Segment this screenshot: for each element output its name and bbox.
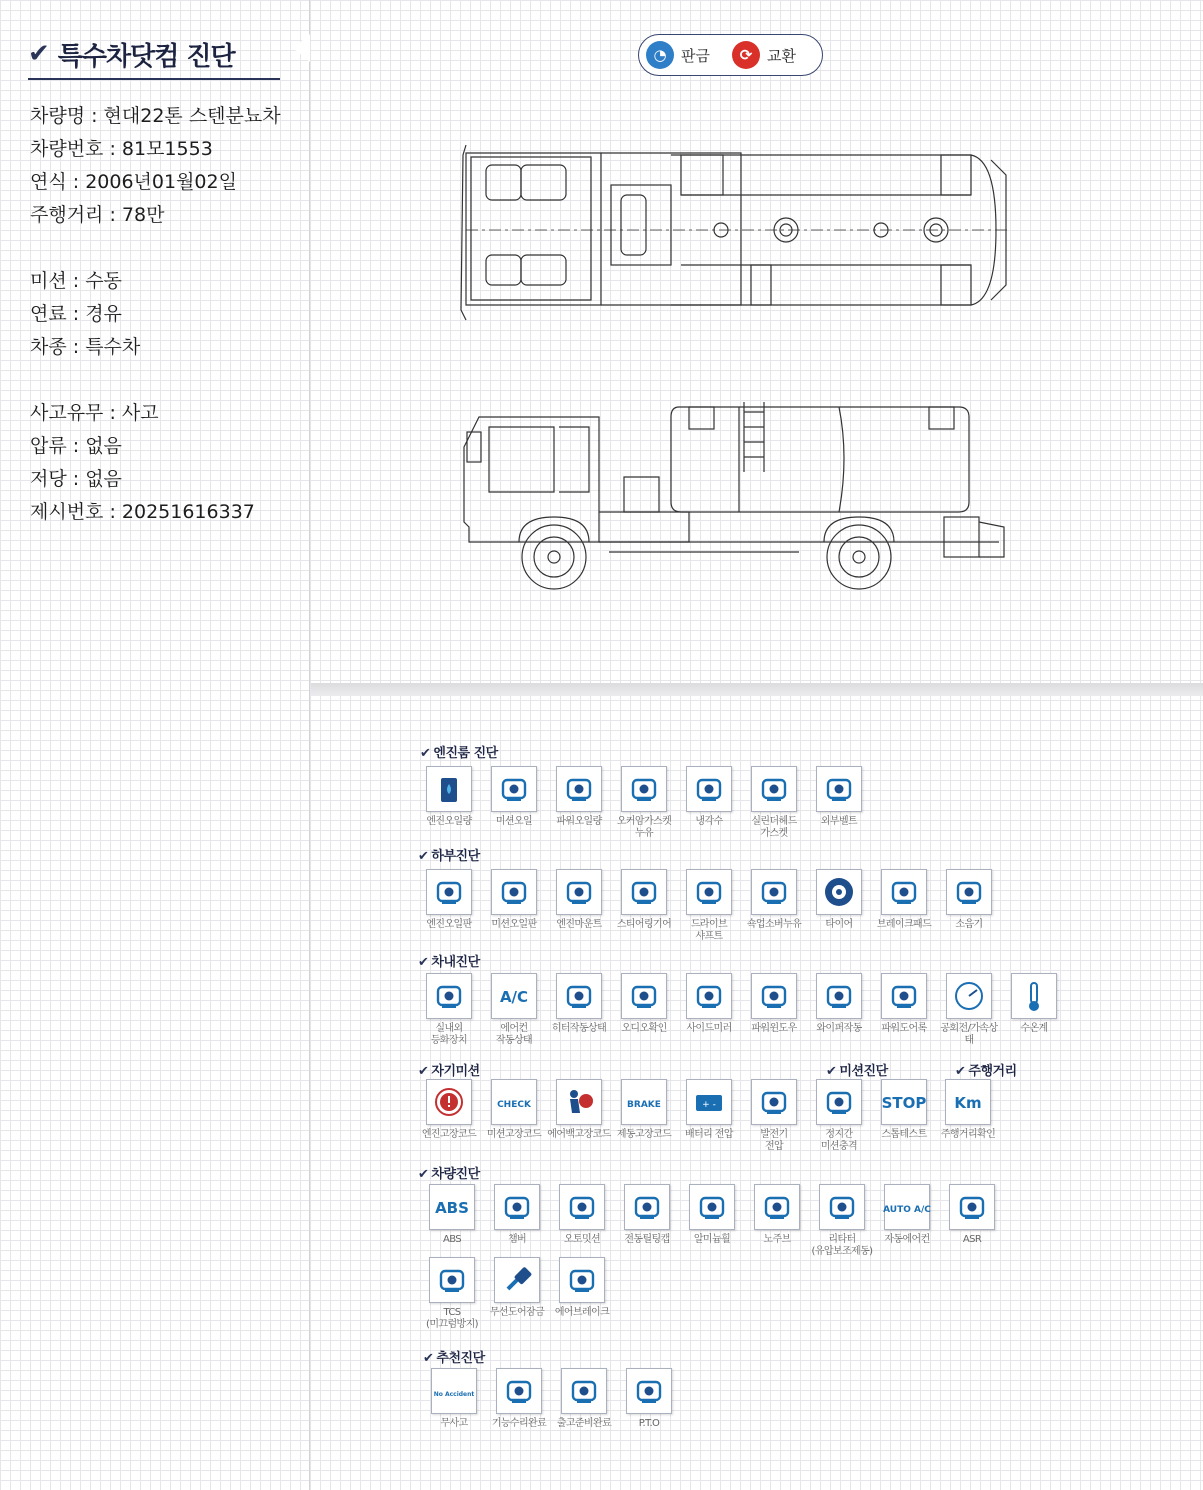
diagnostic-item-label: 브레이크패드 bbox=[876, 919, 932, 930]
diagnostic-item[interactable] bbox=[550, 1257, 614, 1319]
checkmark-icon: ✔ bbox=[418, 1064, 429, 1079]
engine-warning-icon bbox=[426, 1079, 472, 1125]
diagnostic-item[interactable] bbox=[485, 1184, 549, 1246]
checkmark-icon: ✔ bbox=[420, 746, 431, 761]
section-title bbox=[423, 1347, 485, 1366]
shock-absorber-icon bbox=[751, 869, 797, 915]
info-row: 차량명 : 현대22톤 스텐분뇨차 bbox=[30, 105, 281, 127]
diagnostic-item-label: 발전기 전압 bbox=[760, 1129, 788, 1152]
diagnostic-item-label: 자동에어컨 bbox=[884, 1234, 930, 1245]
diagnostic-item[interactable] bbox=[547, 1079, 611, 1141]
steering-drop-icon bbox=[556, 766, 602, 812]
diagnostic-item[interactable] bbox=[872, 1079, 936, 1141]
checkmark-icon: ✔ bbox=[28, 39, 50, 69]
diagnostic-item[interactable] bbox=[612, 869, 676, 931]
diagnostic-item[interactable] bbox=[547, 869, 611, 931]
heater-icon bbox=[556, 973, 602, 1019]
svg-text:No Accident: No Accident bbox=[433, 1391, 475, 1398]
diagnostic-item[interactable] bbox=[547, 766, 611, 828]
diagnostic-item-label: 에어백고장코드 bbox=[547, 1129, 611, 1140]
headlight-icon bbox=[426, 973, 472, 1019]
checkmark-icon: ✔ bbox=[955, 1064, 966, 1079]
muffler-icon bbox=[946, 869, 992, 915]
auto-ac-icon bbox=[884, 1184, 930, 1230]
diagnostic-item-label: 엔진고장코드 bbox=[421, 1129, 477, 1140]
diagnostic-item-label: 외부벨트 bbox=[820, 816, 858, 827]
repair-done-icon bbox=[496, 1368, 542, 1414]
info-row: 사고유무 : 사고 bbox=[30, 402, 159, 424]
drive-shaft-icon bbox=[686, 869, 732, 915]
diagnostic-item-label: 무사고 bbox=[440, 1418, 468, 1429]
diagnostic-item[interactable] bbox=[872, 973, 936, 1035]
info-gap bbox=[30, 364, 281, 397]
diagnostic-item-label: 타이어 bbox=[825, 919, 853, 930]
page-title: ✔ 특수차닷컴 진단 bbox=[28, 30, 280, 80]
damage-legend bbox=[638, 34, 823, 76]
exchange-icon: ⟳ bbox=[732, 41, 760, 69]
retarder-icon bbox=[819, 1184, 865, 1230]
diagnostic-item[interactable] bbox=[807, 973, 871, 1035]
no-accident-icon bbox=[431, 1368, 477, 1414]
power-window-icon bbox=[751, 973, 797, 1019]
pto-icon bbox=[626, 1368, 672, 1414]
info-row: 미션 : 수동 bbox=[30, 270, 122, 292]
diagnostic-item[interactable] bbox=[417, 973, 481, 1047]
section-title bbox=[955, 1060, 1017, 1079]
diagnostic-item[interactable] bbox=[677, 766, 741, 828]
headlamp-car-icon bbox=[754, 1184, 800, 1230]
section-title-text: 차내진단 bbox=[431, 955, 480, 970]
diagnostic-item-label: 드라이브 샤프트 bbox=[690, 919, 728, 942]
diagnostic-item[interactable] bbox=[420, 1257, 484, 1331]
gauge-icon bbox=[946, 973, 992, 1019]
section-title-text: 자기미션 bbox=[431, 1064, 480, 1079]
wiper-icon bbox=[816, 973, 862, 1019]
section-title-text: 미션진단 bbox=[839, 1064, 888, 1079]
diagnostic-item[interactable] bbox=[742, 869, 806, 931]
diagnostic-item-label: 엔진오일판 bbox=[426, 919, 472, 930]
info-gap bbox=[30, 232, 281, 265]
info-row: 연식 : 2006년01월02일 bbox=[30, 171, 237, 193]
check-engine-icon bbox=[491, 1079, 537, 1125]
vehicle-info-list bbox=[30, 100, 281, 529]
diagnostic-item[interactable] bbox=[677, 1079, 741, 1141]
diagnostic-item[interactable] bbox=[482, 869, 546, 931]
diagnostic-item-label: 제동고장코드 bbox=[616, 1129, 672, 1140]
diagnostic-item[interactable] bbox=[420, 1184, 484, 1246]
diagnostic-item-label: 수온계 bbox=[1020, 1023, 1048, 1034]
section-title bbox=[826, 1060, 888, 1079]
info-row: 제시번호 : 20251616337 bbox=[30, 501, 255, 523]
generator-icon bbox=[751, 1079, 797, 1125]
diagnostic-item[interactable] bbox=[936, 1079, 1000, 1141]
diagnostic-item-label: 와이퍼작동 bbox=[816, 1023, 862, 1034]
svg-text:CHECK: CHECK bbox=[497, 1100, 531, 1110]
thermometer-wave-icon bbox=[491, 766, 537, 812]
diagnostic-item[interactable] bbox=[677, 973, 741, 1035]
tab-notch bbox=[293, 34, 310, 62]
diagnostic-item-label: 오토밋션 bbox=[563, 1234, 601, 1245]
diagnostic-item-label: ASR bbox=[962, 1234, 982, 1245]
diagnostic-item-label: 전동틸팅캡 bbox=[624, 1234, 670, 1245]
airbag-icon bbox=[556, 1079, 602, 1125]
oil-can-icon bbox=[426, 766, 472, 812]
gasket-icon bbox=[621, 766, 667, 812]
diagnostic-item[interactable] bbox=[937, 869, 1001, 931]
diagnostic-item[interactable] bbox=[482, 766, 546, 828]
diagnostic-item[interactable] bbox=[745, 1184, 809, 1246]
oil-pan-icon bbox=[426, 869, 472, 915]
svg-text:AUTO A/C: AUTO A/C bbox=[883, 1205, 931, 1215]
diagnostic-item[interactable] bbox=[872, 869, 936, 931]
diagnostic-item[interactable] bbox=[422, 1368, 486, 1430]
info-row: 주행거리 : 78만 bbox=[30, 204, 165, 226]
section-title bbox=[418, 951, 480, 970]
diagnostic-item-label: 챔버 bbox=[507, 1234, 527, 1245]
alloy-wheel-icon bbox=[689, 1184, 735, 1230]
diagnostic-item-label: 쇽업소버누유 bbox=[746, 919, 802, 930]
axle-icon bbox=[816, 1079, 862, 1125]
diagnostic-item[interactable] bbox=[550, 1184, 614, 1246]
side-mirror-icon bbox=[686, 973, 732, 1019]
legend-item-exchange: ⟳ 교환 bbox=[732, 41, 796, 69]
diagnostic-item-label: 파워오일량 bbox=[556, 816, 602, 827]
diagnostic-item-label: 알미늄휠 bbox=[693, 1234, 731, 1245]
engine-mount-icon bbox=[556, 869, 602, 915]
svg-text:Km: Km bbox=[954, 1094, 982, 1112]
checkmark-icon: ✔ bbox=[423, 1351, 434, 1366]
diagnostic-item-label: 실내외 등화장치 bbox=[430, 1023, 468, 1046]
checkmark-icon: ✔ bbox=[418, 1167, 429, 1182]
cylinder-head-icon bbox=[751, 766, 797, 812]
diagnostic-item-label: 실린더헤드 가스켓 bbox=[751, 816, 797, 839]
diagnostic-item[interactable] bbox=[742, 1079, 806, 1153]
diagnostic-item-label: 주행거리확인 bbox=[940, 1129, 996, 1140]
battery-icon bbox=[686, 1079, 732, 1125]
diagnostic-item-label: TCS (미끄럼방지) bbox=[426, 1307, 478, 1330]
belt-icon bbox=[816, 766, 862, 812]
brake-pad-icon bbox=[881, 869, 927, 915]
diagnostic-item[interactable] bbox=[807, 1079, 871, 1153]
diagnostic-item-label: 오커암가스켓 누유 bbox=[616, 816, 672, 839]
steering-gear-icon bbox=[621, 869, 667, 915]
diagnostic-item[interactable] bbox=[680, 1184, 744, 1246]
svg-text:BRAKE: BRAKE bbox=[627, 1100, 661, 1110]
diagnostic-item-label: 배터리 전압 bbox=[685, 1129, 733, 1140]
tcs-icon bbox=[429, 1257, 475, 1303]
door-lock-icon bbox=[881, 973, 927, 1019]
diagnostic-item[interactable] bbox=[937, 973, 1001, 1047]
diagnostic-item[interactable] bbox=[552, 1368, 616, 1430]
diagnostic-item[interactable] bbox=[417, 766, 481, 828]
svg-text:A/C: A/C bbox=[499, 988, 529, 1006]
info-row: 차량번호 : 81모1553 bbox=[30, 138, 213, 160]
diagnostic-item-label: 공회전/가속상태 bbox=[940, 1023, 998, 1046]
svg-text:STOP: STOP bbox=[881, 1094, 927, 1112]
section-divider bbox=[311, 683, 1203, 696]
info-row: 저당 : 없음 bbox=[30, 468, 122, 490]
truck-top-view-diagram bbox=[451, 135, 1021, 325]
svg-text:+ -: + - bbox=[702, 1100, 716, 1110]
diagnostic-item-label: 정지간 미션충격 bbox=[820, 1129, 858, 1152]
diagnostic-item-label: 미션오일 bbox=[495, 816, 533, 827]
diagnostic-item-label: 스티어링기어 bbox=[616, 919, 672, 930]
transmission-pan-icon bbox=[491, 869, 537, 915]
diagnostic-item[interactable] bbox=[742, 973, 806, 1035]
diagnostic-item-label: 출고준비완료 bbox=[556, 1418, 612, 1429]
brake-warning-icon bbox=[621, 1079, 667, 1125]
vehicle-info-panel bbox=[0, 0, 310, 1490]
diagnostic-item-label: 냉각수 bbox=[695, 816, 723, 827]
diagnostic-item-label: 파워도어록 bbox=[881, 1023, 927, 1034]
diagnostic-item[interactable] bbox=[807, 766, 871, 828]
remote-key-icon bbox=[494, 1257, 540, 1303]
diagnostic-item[interactable] bbox=[487, 1368, 551, 1430]
section-title bbox=[418, 845, 480, 864]
diagnostic-item-label: P.T.O bbox=[638, 1418, 660, 1429]
diagnostic-item-label: 에어브레이크 bbox=[554, 1307, 610, 1318]
abs-icon bbox=[429, 1184, 475, 1230]
tire-icon bbox=[816, 869, 862, 915]
diagnostic-item-label: 기능수리완료 bbox=[491, 1418, 547, 1429]
diagnostic-item-label: 소음기 bbox=[955, 919, 983, 930]
tilting-cab-icon bbox=[624, 1184, 670, 1230]
info-row: 압류 : 없음 bbox=[30, 435, 122, 457]
vehicle-diagram-area bbox=[311, 0, 1203, 683]
section-title-text: 주행거리 bbox=[968, 1064, 1017, 1079]
diagnostic-item[interactable] bbox=[875, 1184, 939, 1246]
svg-text:ABS: ABS bbox=[435, 1199, 469, 1217]
section-title-text: 엔진룸 진단 bbox=[433, 746, 498, 761]
diagnostic-item-label: 미션오일판 bbox=[491, 919, 537, 930]
legend-item-paint: ◔ 판금 bbox=[646, 41, 710, 69]
release-ready-icon bbox=[561, 1368, 607, 1414]
truck-side-view-diagram bbox=[459, 392, 1009, 602]
diagnostic-item-label: 에어컨 작동상태 bbox=[495, 1023, 533, 1046]
ac-icon bbox=[491, 973, 537, 1019]
diagnostic-item[interactable] bbox=[547, 973, 611, 1035]
diagnostic-item[interactable] bbox=[615, 1184, 679, 1246]
diagnostic-item-label: 파워윈도우 bbox=[751, 1023, 797, 1034]
diagnostic-item[interactable] bbox=[612, 766, 676, 840]
section-title-text: 차량진단 bbox=[431, 1167, 480, 1182]
diagnostic-item-label: 스톱테스트 bbox=[881, 1129, 927, 1140]
diagnostic-item-label: 무선도어잠금 bbox=[489, 1307, 545, 1318]
diagnostic-item[interactable] bbox=[810, 1184, 874, 1258]
diagnostic-item-label: ABS bbox=[442, 1234, 462, 1245]
diagnostic-item[interactable] bbox=[417, 869, 481, 931]
info-row: 연료 : 경유 bbox=[30, 303, 122, 325]
checkmark-icon: ✔ bbox=[418, 849, 429, 864]
coolant-icon bbox=[686, 766, 732, 812]
diagnostic-item[interactable] bbox=[612, 973, 676, 1035]
checkmark-icon: ✔ bbox=[826, 1064, 837, 1079]
diagnostic-item-label: 노주브 bbox=[763, 1234, 791, 1245]
air-brake-icon bbox=[559, 1257, 605, 1303]
km-icon bbox=[945, 1079, 991, 1125]
audio-icon bbox=[621, 973, 667, 1019]
diagnostic-item-label: 미션고장코드 bbox=[486, 1129, 542, 1140]
diagnostic-item-label: 엔진마운트 bbox=[556, 919, 602, 930]
diagnostic-item-label: 오디오확인 bbox=[621, 1023, 667, 1034]
diagnostic-item[interactable] bbox=[482, 1079, 546, 1141]
diagnostic-item[interactable] bbox=[485, 1257, 549, 1319]
chamber-icon bbox=[494, 1184, 540, 1230]
diagnostic-item[interactable] bbox=[677, 869, 741, 943]
paint-icon: ◔ bbox=[646, 41, 674, 69]
diagnostic-item-label: 사이드미러 bbox=[686, 1023, 732, 1034]
diagnostic-item[interactable] bbox=[482, 973, 546, 1047]
stop-car-icon bbox=[881, 1079, 927, 1125]
section-title-text: 추천진단 bbox=[436, 1351, 485, 1366]
temperature-icon bbox=[1011, 973, 1057, 1019]
section-title bbox=[418, 1163, 480, 1182]
diagnostic-item[interactable] bbox=[617, 1368, 681, 1430]
diagnostic-item[interactable] bbox=[612, 1079, 676, 1141]
diagnostic-item[interactable] bbox=[1002, 973, 1066, 1035]
diagnostic-item-label: 엔진오일량 bbox=[426, 816, 472, 827]
diagnostic-item[interactable] bbox=[417, 1079, 481, 1141]
diagnostic-item-label: 히터작동상태 bbox=[551, 1023, 607, 1034]
diagnostic-item[interactable] bbox=[940, 1184, 1004, 1246]
section-title bbox=[420, 742, 498, 761]
diagnostic-item[interactable] bbox=[742, 766, 806, 840]
auto-transmission-icon bbox=[559, 1184, 605, 1230]
checkmark-icon: ✔ bbox=[418, 955, 429, 970]
section-title bbox=[418, 1060, 480, 1079]
section-title-text: 하부진단 bbox=[431, 849, 480, 864]
asr-icon bbox=[949, 1184, 995, 1230]
diagnostic-item-label: 리타터 (유압보조제동) bbox=[811, 1234, 873, 1257]
info-row: 차종 : 특수차 bbox=[30, 336, 141, 358]
diagnostic-item[interactable] bbox=[807, 869, 871, 931]
